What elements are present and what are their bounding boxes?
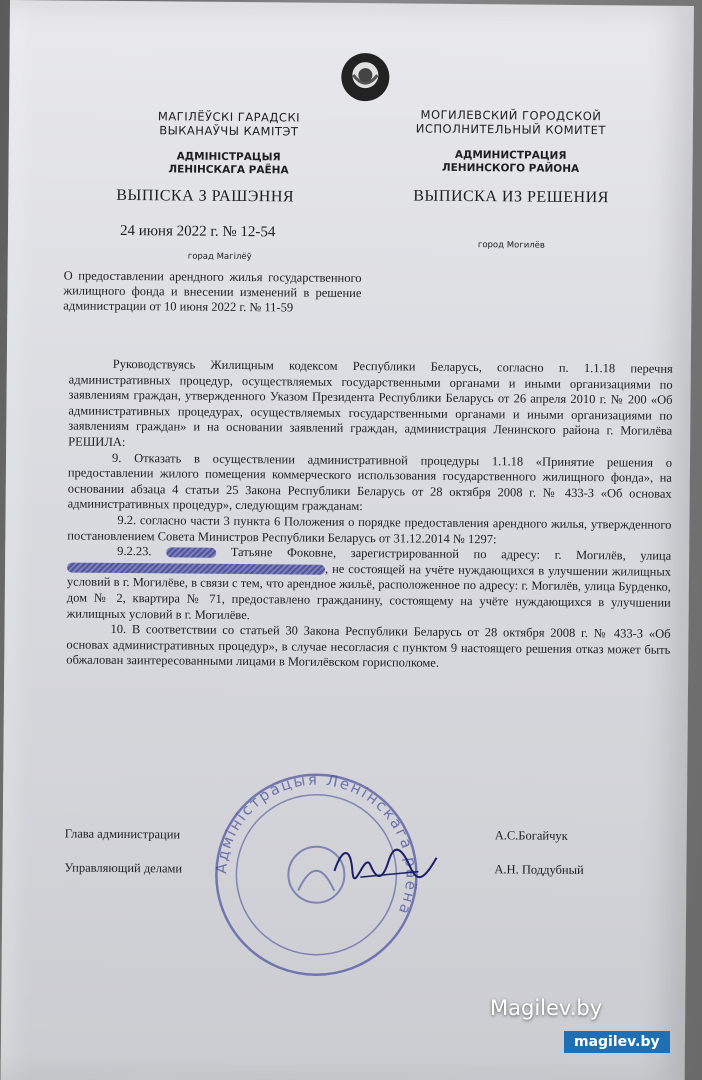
decision-subject: О предоставлении арендного жилья государственного жилищного фонда и внесении изменений в решение администрации от 10 июня 2022 г. № 11-59 [63,268,362,315]
paragraph-9-2: 9.2. согласно части 3 пункта 6 Положения о порядке предоставления арендного жилья, утвержденного постановлением Совета Министров Республики Беларусь от 31.12.2014 № 1297: [67,512,672,546]
org-name-line1: МОГИЛЕВСКИЙ ГОРОДСКОЙ [420,107,602,124]
doc-title-right: ВЫПИСКА ИЗ РЕШЕНИЯ [413,187,609,207]
sub-org-line1: АДМИНИСТРАЦИЯ [454,148,567,162]
city-left: горад Магілёў [187,251,252,263]
signatory-role-head: Глава администрации [64,826,181,842]
item-text-part1: Татьяне Фоковне, зарегистрированной по адресу: г. Могилёв, улица [230,545,672,563]
org-name-line2: ВЫКАНАЎЧЫ КАМІТЭТ [159,123,299,139]
org-name-line1: МАГІЛЁЎСКІ ГАРАДСКІ [157,109,301,125]
decision-body [66,357,673,674]
signatory-name-manager: А.Н. Поддубный [494,862,584,878]
paragraph-9: 9. Отказать в осуществлении административной процедуры 1.1.18 «Принятие решения о предоставлении жилого помещения коммерческого использования государственного жилищного фонда», на основании абзаца 4 статьи 25 Закона Республики Беларусь от 28 октября 2008 г. № 433-З «Об основах административных процедур», следующим гражданам: [67,450,673,514]
paragraph-10: 10. В соответствии со статьей 30 Закона Республики Беларусь от 28 октября 2008 г. № 433-З «Об основах административных процедур», в случае несогласия с пунктом 9 настоящего решения отказ может быть обжалован заинтересованными лицами в Могилёвском горисполкоме. [66,621,671,671]
stamp-text: Адміністрацыя Ленінскага раёна [212,770,421,919]
sub-org-line2: ЛЕНІНСКАГА РАЁНА [168,163,289,177]
item-text-part2: , не состоящей на учёте нуждающихся в улучшении жилищных условий в г. Могилёве, в связи с тем, что арендное жильё, расположенное по адресу: г. Могилёв, улица Бурденко, дом № 2, квартира № 71, предоставлено гражданину, состоящему на учёте нуждающихся в улучшении жилищных условий в г. Могилёве. [66,561,672,622]
org-name-line2: ИСПОЛНИТЕЛЬНЫЙ КОМИТЕТ [415,121,607,138]
decision-date-number: 24 июня 2022 г. № 12-54 [119,222,276,241]
paragraph-9-2-23 [67,544,672,627]
paragraph-preamble: Руководствуясь Жилищным кодексом Республики Беларусь, согласно п. 1.1.18 перечня административных процедур, осуществляемых государственными органами и иными организациями по заявлениям граждан, утвержденного Указом Президента Республики Беларусь от 26 апреля 2010 г. № 200 «Об административных процедурах, осуществляемых государственными органами и иными организациями по заявлениям граждан» и на основании заявлений граждан, администрация Ленинского района г. Могилёва РЕШИЛА: [68,356,673,449]
redacted-address [67,562,325,574]
redacted-surname [166,548,216,558]
document-page [1,0,694,1080]
header-right [400,107,621,176]
city-right: город Могилёв [477,240,545,251]
item-number: 9.2.23. [117,544,152,559]
header-left [118,109,339,178]
watermark-text: Magilev.by [490,996,603,1020]
handwritten-signature [330,841,440,888]
signatory-name-head: А.С.Богайчук [494,828,568,843]
doc-title-left: ВЫПІСКА З РАШЭННЯ [116,186,295,206]
watermark-badge: magilev.by [564,1031,670,1053]
sub-org-line2: ЛЕНИНСКОГО РАЙОНА [441,161,580,175]
signatory-role-manager: Управляющий делами [64,860,183,876]
sub-org-line1: АДМІНІСТРАЦЫЯ [176,150,281,164]
state-emblem-icon [335,45,396,106]
